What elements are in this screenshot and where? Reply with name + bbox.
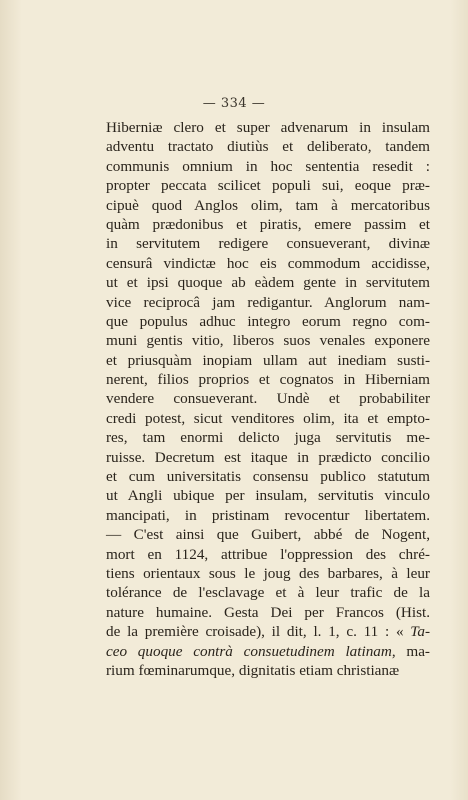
text-line: — C'est ainsi que Guibert, abbé de Nogent, bbox=[106, 526, 430, 544]
text-line-mixed bbox=[106, 622, 430, 641]
text-line: quàm prædonibus et piratis, emere passim et bbox=[106, 215, 430, 233]
text-line: cipuè quod Anglos olim, tam à mercatoribus bbox=[106, 196, 430, 214]
text-line: ruisse. Decretum est itaque in prædicto concilio bbox=[106, 448, 430, 466]
body-text bbox=[106, 118, 430, 680]
text-line: vice reciprocâ jam redigantur. Anglorum nam- bbox=[106, 293, 430, 311]
text-line: rium fœminarumque, dignitatis etiam christianæ bbox=[106, 661, 400, 679]
text-line: muni gentis vitio, liberos suos venales exponere bbox=[106, 332, 430, 350]
text-line-mixed bbox=[106, 642, 430, 661]
text-line: censurâ vindictæ hoc eis commodum accidisse, bbox=[106, 254, 430, 272]
text-line: in servitutem redigere consueverant, divinæ bbox=[106, 235, 430, 253]
text-line: communis omnium in hoc sententia resedit : bbox=[106, 157, 430, 175]
text-line: tolérance de l'esclavage et à leur trafic de la bbox=[106, 584, 430, 602]
text-segment: , ma- bbox=[391, 642, 430, 660]
text-line: et priusquàm inopiam ullam aut inediam susti- bbox=[106, 351, 430, 369]
text-line: mort en 1124, attribue l'oppression des chré- bbox=[106, 545, 430, 563]
text-line: tiens orientaux sous le joug des barbares, à leur bbox=[106, 564, 430, 582]
text-line: nature humaine. Gesta Dei per Francos (Hist. bbox=[106, 603, 430, 621]
text-line: adventu tractato diutiùs et deliberato, tandem bbox=[106, 138, 430, 156]
text-segment: de la première croisade), il dit, l. 1, c. 11 : « bbox=[106, 623, 411, 641]
page-number: — 334 — bbox=[202, 96, 266, 111]
text-line: ut et ipsi quoque ab eàdem gente in servitutem bbox=[106, 274, 430, 292]
text-line: et cum universitatis consensu publico statutum bbox=[106, 468, 430, 486]
text-line: res, tam enormi delicto juga servitutis me- bbox=[106, 429, 430, 447]
text-line: mancipati, in pristinam revocentur libertatem. bbox=[106, 506, 430, 524]
text-line: propter peccata scilicet populi sui, eoque præ- bbox=[106, 177, 430, 195]
italic-segment: ceo quoque contrà consuetudinem latinam bbox=[106, 642, 392, 660]
text-line: Hiberniæ clero et super advenarum in insulam bbox=[106, 119, 430, 136]
text-line: nerent, filios proprios et cognatos in Hiberniam bbox=[106, 371, 430, 389]
text-line: que populus adhuc integro eorum regno com- bbox=[106, 312, 430, 330]
text-line: credi potest, sicut venditores olim, ita et empto- bbox=[106, 409, 430, 427]
text-line: vendere consueverant. Undè et probabiliter bbox=[106, 390, 430, 408]
italic-segment: Ta- bbox=[410, 623, 430, 641]
text-line: ut Angli ubique per insulam, servitutis vinculo bbox=[106, 487, 430, 505]
